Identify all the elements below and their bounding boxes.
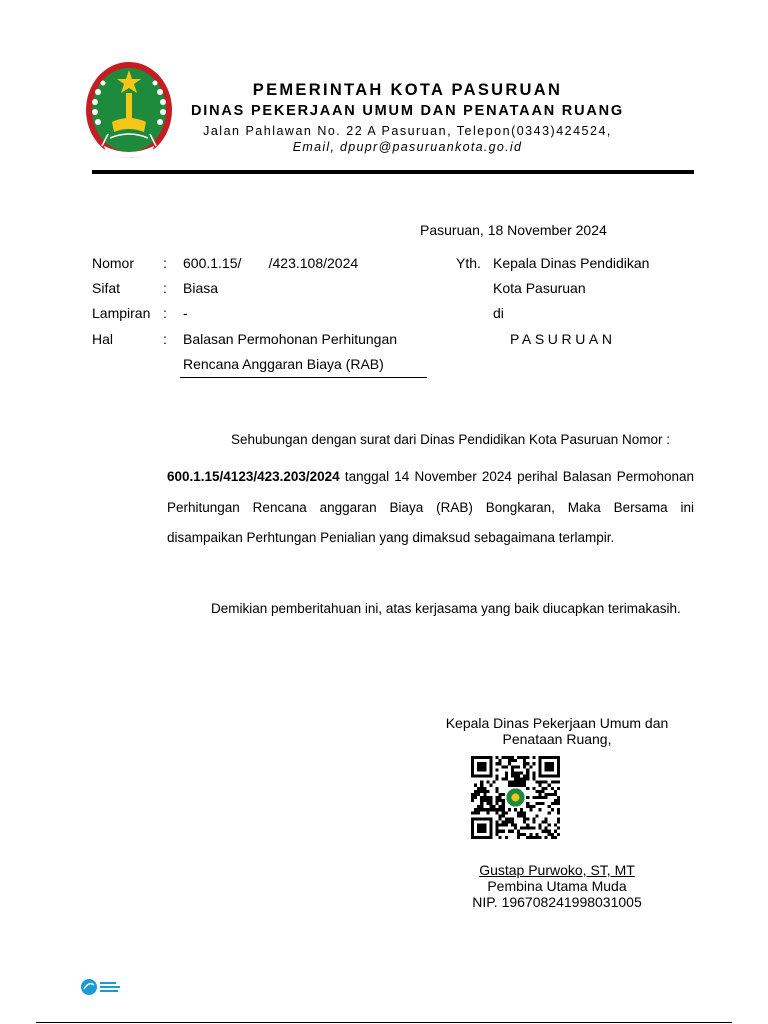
meta-value-lampiran: -	[183, 305, 188, 321]
signatory-title-line-1: Kepala Dinas Pekerjaan Umum dan	[445, 715, 669, 731]
meta-label-lampiran: Lampiran	[92, 305, 151, 321]
meta-colon: :	[163, 280, 167, 296]
body-paragraph-2: Demikian pemberitahuan ini, atas kerjasama yang baik diucapkan terimakasih.	[211, 601, 681, 616]
meta-value-hal-line2: Rencana Anggaran Biaya (RAB)	[183, 356, 384, 372]
signatory-title-line-2: Penataan Ruang,	[502, 731, 612, 747]
agency-name: DINAS PEKERJAAN UMUM DAN PENATAAN RUANG	[191, 103, 624, 119]
letterhead-divider	[92, 170, 694, 174]
footer-divider	[36, 1022, 732, 1023]
agency-address: Jalan Pahlawan No. 22 A Pasuruan, Telepon(0343)424524,	[203, 124, 612, 138]
meta-value-hal: Balasan Permohonan Perhitungan	[183, 331, 398, 347]
government-name: PEMERINTAH KOTA PASURUAN	[252, 81, 563, 99]
meta-label-sifat: Sifat	[92, 280, 121, 296]
body-paragraph-1	[167, 462, 694, 554]
meta-value-sifat: Biasa	[183, 280, 219, 296]
signatory-name: Gustap Purwoko, ST, MT	[479, 862, 635, 878]
meta-colon: :	[163, 305, 167, 321]
recipient-city: PASURUAN	[510, 331, 616, 347]
meta-colon: :	[163, 331, 167, 347]
signatory-rank: Pembina Utama Muda	[487, 878, 627, 894]
bsre-logo	[80, 977, 130, 997]
subject-underline	[180, 377, 427, 378]
agency-email: Email, dpupr@pasuruankota.go.id	[292, 140, 523, 154]
city-emblem-logo	[84, 60, 174, 162]
recipient-line-2: Kota Pasuruan	[493, 280, 586, 296]
recipient-prefix: Yth.	[456, 255, 481, 271]
recipient-line-3: di	[493, 305, 504, 321]
place-date: Pasuruan, 18 November 2024	[420, 222, 607, 238]
qr-code	[471, 756, 560, 839]
meta-colon: :	[163, 255, 167, 271]
meta-label-hal: Hal	[92, 331, 114, 347]
reference-number: 600.1.15/4123/423.203/2024	[167, 469, 340, 484]
body-paragraph-1-text: tanggal 14 November 2024 perihal Balasan Permohonan Perhitungan Rencana anggaran Biaya (RAB) Bongkaran, Maka Bersama ini disampaikan Perhtungan Penialian yang dimaksud sebagaimana terlampir.	[167, 469, 694, 545]
meta-label-nomor: Nomor	[92, 255, 135, 271]
signatory-title	[420, 715, 694, 747]
signatory-nip: NIP. 196708241998031005	[472, 894, 642, 910]
meta-value-nomor: 600.1.15/ /423.108/2024	[183, 255, 359, 271]
recipient-line-1: Kepala Dinas Pendidikan	[493, 255, 650, 271]
body-paragraph-1-intro: Sehubungan dengan surat dari Dinas Pendidikan Kota Pasuruan Nomor :	[231, 432, 671, 447]
